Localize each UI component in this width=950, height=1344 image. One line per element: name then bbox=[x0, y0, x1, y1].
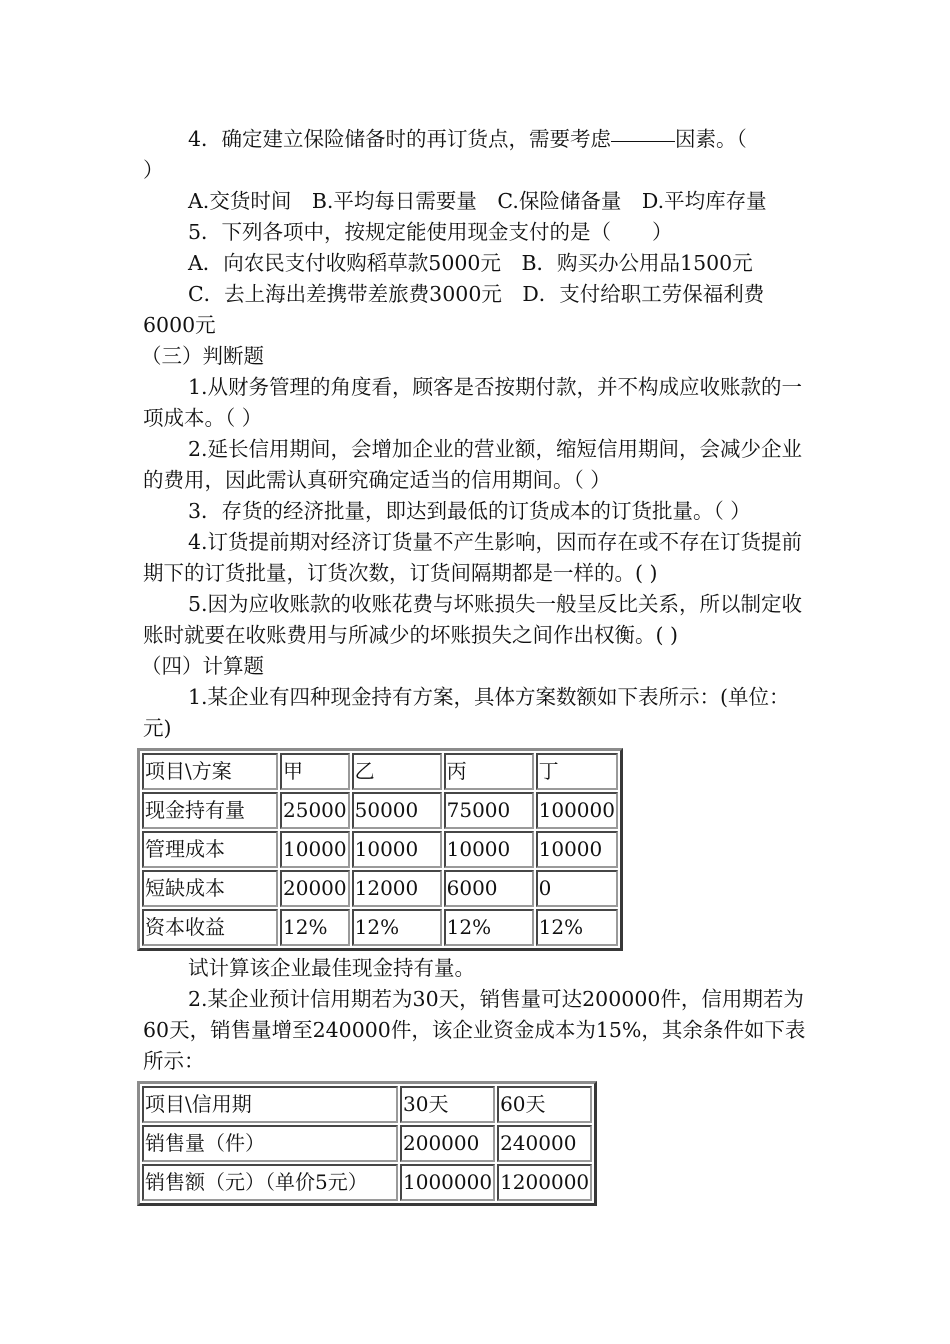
table-header-cell: 乙 bbox=[352, 753, 442, 790]
credit-period-table bbox=[137, 1081, 597, 1206]
table-cell: 短缺成本 bbox=[142, 870, 278, 907]
table-header-cell: 甲 bbox=[280, 753, 350, 790]
judgment-item-4: 4.订货提前期对经济订货量不产生影响，因而存在或不存在订货提前期下的订货批量，订货次数，订货间隔期都是一样的。( ) bbox=[143, 530, 803, 585]
table-cell: 240000 bbox=[497, 1125, 592, 1162]
table-row bbox=[142, 1164, 592, 1201]
question-4-options: A.交货时间 B.平均每日需要量 C.保险储备量 D.平均库存量 bbox=[188, 189, 767, 213]
calc-question-2-intro: 2.某企业预计信用期若为30天，销售量可达200000件，信用期若为60天，销售量增至240000件，该企业资金成本为15%，其余条件如下表所示： bbox=[143, 987, 806, 1073]
table-cell: 10000 bbox=[280, 831, 350, 868]
judgment-item-1: 1.从财务管理的角度看，顾客是否按期付款，并不构成应收账款的一项成本。（ ） bbox=[143, 375, 803, 430]
table-cell: 1000000 bbox=[400, 1164, 495, 1201]
table-cell: 20000 bbox=[280, 870, 350, 907]
judgment-item-3: 3．存货的经济批量，即达到最低的订货成本的订货批量。（ ） bbox=[188, 499, 751, 523]
table-header-row bbox=[142, 753, 618, 790]
table-row bbox=[142, 1125, 592, 1162]
table-cell: 12% bbox=[280, 909, 350, 946]
table-cell: 25000 bbox=[280, 792, 350, 829]
table-cell: 12000 bbox=[352, 870, 442, 907]
table-header-row bbox=[142, 1086, 592, 1123]
calc-question-1-task: 试计算该企业最佳现金持有量。 bbox=[188, 956, 475, 980]
table-cell: 现金持有量 bbox=[142, 792, 278, 829]
table-cell: 12% bbox=[444, 909, 534, 946]
table-header-cell: 项目\信用期 bbox=[142, 1086, 398, 1123]
table-cell: 12% bbox=[536, 909, 618, 946]
table-cell: 12% bbox=[352, 909, 442, 946]
table-cell: 100000 bbox=[536, 792, 618, 829]
q4-stem-text: 4．确定建立保险储备时的再订货点，需要考虑 bbox=[188, 127, 612, 151]
table-header-cell: 30天 bbox=[400, 1086, 495, 1123]
table-cell: 200000 bbox=[400, 1125, 495, 1162]
answer-blank bbox=[611, 140, 675, 142]
question-5-stem: 5．下列各项中，按规定能使用现金支付的是（ ） bbox=[188, 220, 673, 244]
table-header-cell: 项目\方案 bbox=[142, 753, 278, 790]
table-row bbox=[142, 909, 618, 946]
table-header-cell: 丙 bbox=[444, 753, 534, 790]
table-cell: 1200000 bbox=[497, 1164, 592, 1201]
table-cell: 6000 bbox=[444, 870, 534, 907]
table-cell: 管理成本 bbox=[142, 831, 278, 868]
question-5-option-ab: A．向农民支付收购稻草款5000元 B．购买办公用品1500元 bbox=[188, 251, 753, 275]
q4-stem-text-2: 因素。（ bbox=[675, 127, 747, 151]
table-row bbox=[142, 870, 618, 907]
judgment-item-5: 5.因为应收账款的收账花费与坏账损失一般呈反比关系，所以制定收账时就要在收账费用与所减少的坏账损失之间作出权衡。( ) bbox=[143, 592, 803, 647]
table-cell: 0 bbox=[536, 870, 618, 907]
calc-question-1-intro: 1.某企业有四种现金持有方案，具体方案数额如下表所示：(单位：元) bbox=[143, 685, 790, 740]
table-cell: 10000 bbox=[444, 831, 534, 868]
table-cell: 销售量（件） bbox=[142, 1125, 398, 1162]
table-row bbox=[142, 792, 618, 829]
judgment-item-2: 2.延长信用期间，会增加企业的营业额，缩短信用期间，会减少企业的费用，因此需认真研究确定适当的信用期间。（ ） bbox=[143, 437, 803, 492]
table-cell: 50000 bbox=[352, 792, 442, 829]
table-cell: 销售额（元）（单价5元） bbox=[142, 1164, 398, 1201]
table-cell: 75000 bbox=[444, 792, 534, 829]
section-heading-calculation: （四）计算题 bbox=[141, 654, 264, 678]
table-header-cell: 丁 bbox=[536, 753, 618, 790]
q4-stem-close: ） bbox=[143, 158, 164, 182]
table-cell: 10000 bbox=[352, 831, 442, 868]
table-cell: 资本收益 bbox=[142, 909, 278, 946]
table-cell: 10000 bbox=[536, 831, 618, 868]
question-4-stem bbox=[143, 124, 813, 186]
section-heading-judgment: （三）判断题 bbox=[141, 344, 264, 368]
document-page bbox=[143, 124, 813, 1206]
table-header-cell: 60天 bbox=[497, 1086, 592, 1123]
cash-plan-table bbox=[137, 748, 623, 951]
question-5-option-cd: C．去上海出差携带差旅费3000元 D．支付给职工劳保福利费6000元 bbox=[143, 282, 765, 337]
table-row bbox=[142, 831, 618, 868]
